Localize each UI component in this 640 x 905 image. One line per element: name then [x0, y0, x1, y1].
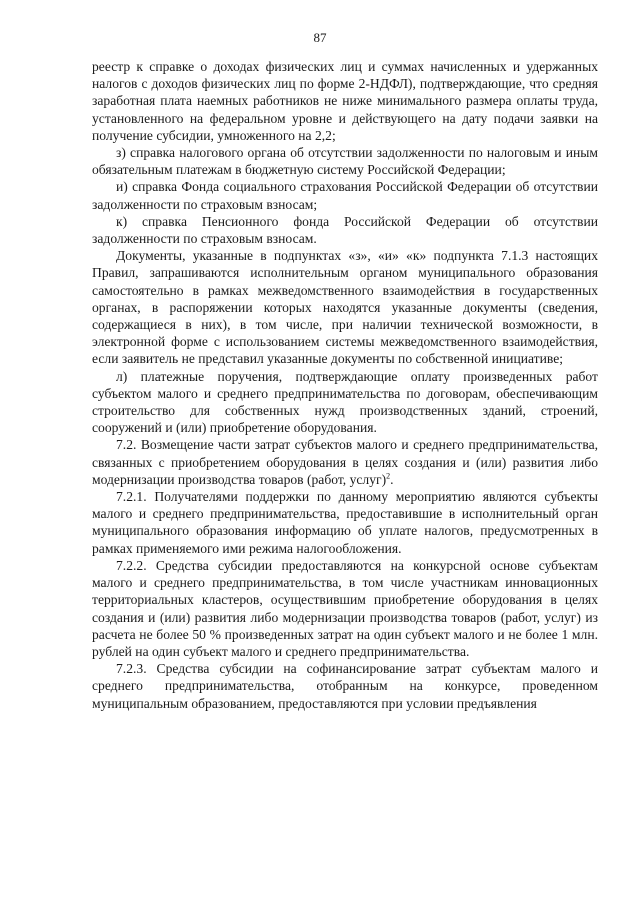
paragraph-social-insurance-certificate: и) справка Фонда социального страхования Российской Федерации об отсутствии задолженности по страховым взносам;: [92, 179, 598, 212]
page-number: 87: [313, 30, 327, 45]
paragraph-tax-certificate: з) справка налогового органа об отсутствии задолженности по налоговым и иным обязательным платежам в бюджетную систему Российской Федерации;: [92, 145, 598, 178]
document-body: [92, 58, 598, 712]
paragraph-payment-orders: л) платежные поручения, подтверждающие оплату произведенных работ субъектом малого и среднего предпринимательства по договорам, обеспечивающим строительство для собственных нужд производственных зданий, строений, сооружений и (или) приобретение оборудования.: [92, 368, 598, 436]
paragraph-section-7-2-3: 7.2.3. Средства субсидии на софинансирование затрат субъектам малого и среднего предпринимательства, отобранным на конкурсе, проведенном муниципальным образованием, предоставляются при условии предъявления: [92, 661, 598, 711]
paragraph-section-7-2-1: 7.2.1. Получателями поддержки по данному мероприятию являются субъекты малого и среднего предпринимательства, предоставившие в исполнительный орган муниципального образования информацию об уплате налогов, предусмотренных в рамках применяемого ими режима налогообложения.: [92, 489, 598, 556]
paragraph-section-7-2-2: 7.2.2. Средства субсидии предоставляются на конкурсной основе субъектам малого и среднего предпринимательства, в том числе участникам инновационных территориальных кластеров, осуществившим приобретение оборудования в целях создания и (или) развития либо модернизации производства товаров (работ, услуг) из расчета не более 50 % произведенных затрат на один субъект малого и не более 1 млн. рублей на один субъект малого и среднего предпринимательства.: [92, 557, 598, 659]
footnote-marker: 2: [386, 471, 391, 481]
paragraph-income-certificate: реестр к справке о доходах физических лиц и суммах начисленных и удержанных налогов с доходов физических лиц по форме 2-НДФЛ), подтверждающие, что средняя заработная плата наемных работников не ниже минимального размера оплаты труда, установленного на федеральном уровне и действующего на дату подачи заявки на получение субсидии, умноженного на 2,2;: [92, 59, 598, 143]
paragraph-interagency-request: Документы, указанные в подпунктах «з», «и» «к» подпункта 7.1.3 настоящих Правил, запрашиваются исполнительным органом муниципального образования самостоятельно в рамках межведомственного взаимодействия в государственных органах, в распоряжении которых находятся указанные документы (сведения, содержащиеся в них), в том числе, при наличии технической возможности, в электронной форме с использованием системы межведомственного взаимодействия, если заявитель не представил указанные документы по собственной инициативе;: [92, 248, 598, 367]
paragraph-pension-fund-certificate: к) справка Пенсионного фонда Российской Федерации об отсутствии задолженности по страховым взносам.: [92, 213, 598, 247]
section-7-2-tail: .: [390, 471, 394, 487]
paragraph-section-7-2: [92, 436, 598, 488]
section-7-2-text: 7.2. Возмещение части затрат субъектов малого и среднего предпринимательства, связанных с приобретением оборудования в целях создания и (или) развития либо модернизации производства товаров (работ, услуг): [92, 437, 598, 487]
